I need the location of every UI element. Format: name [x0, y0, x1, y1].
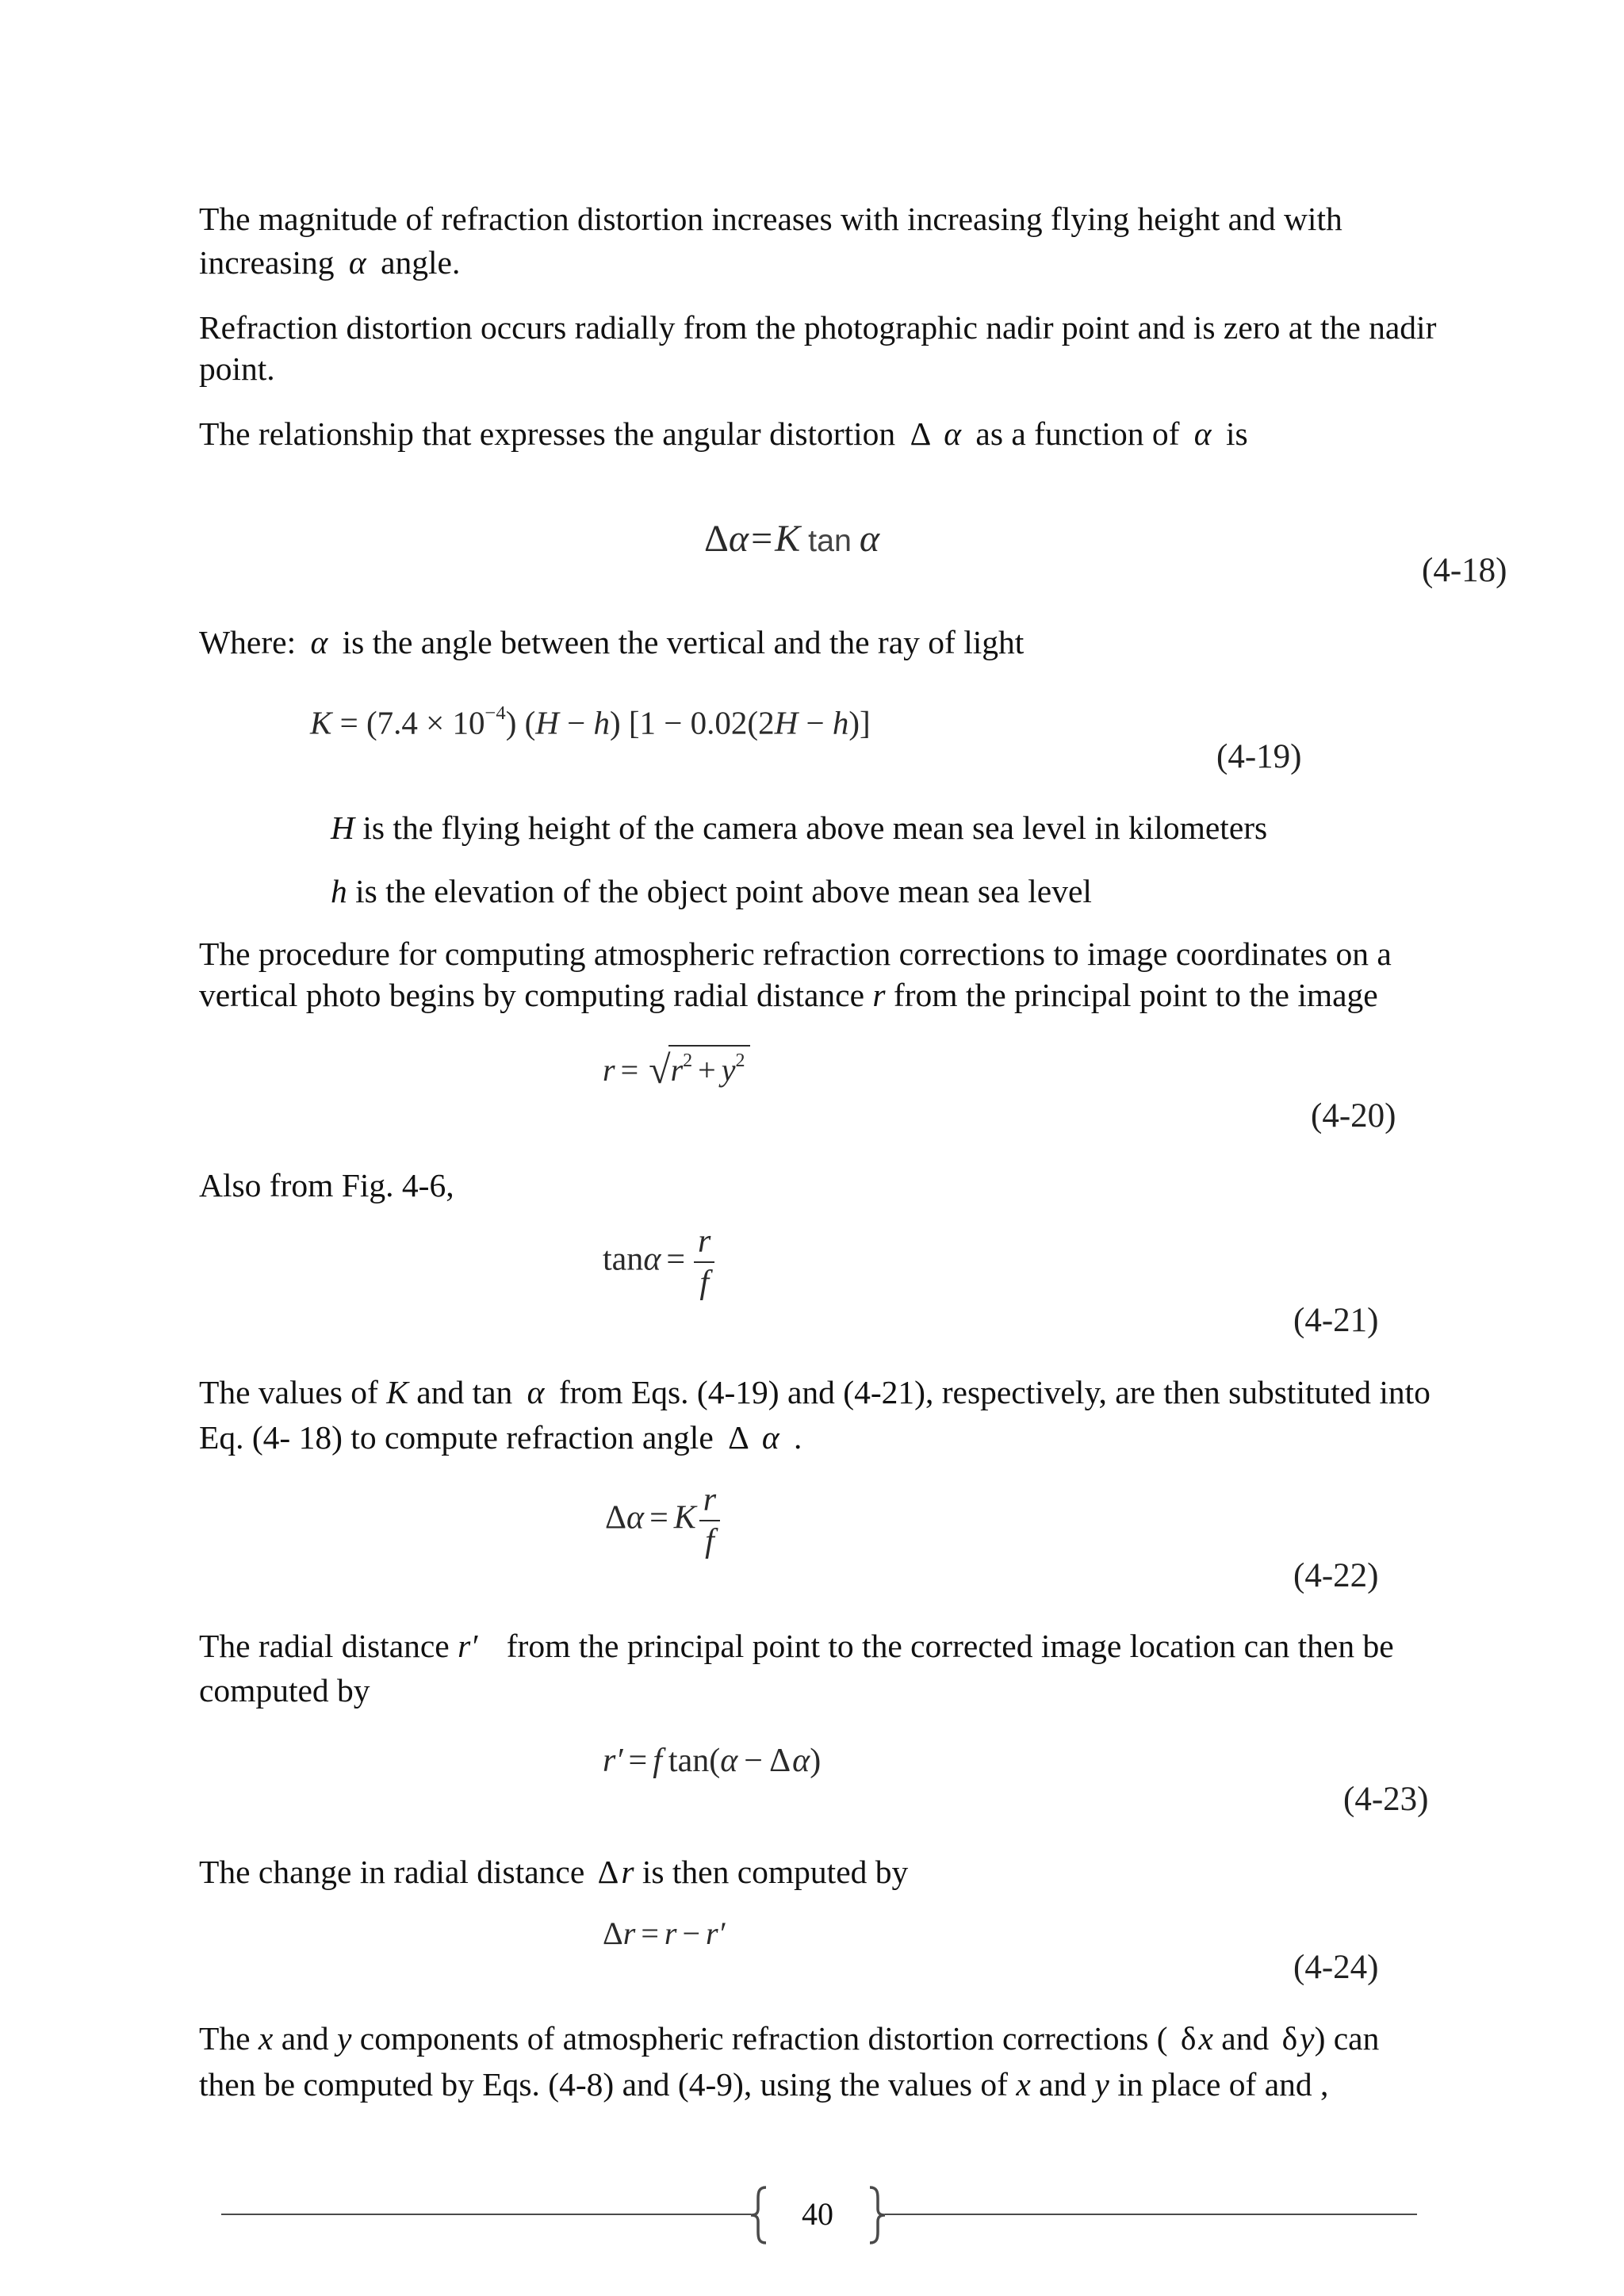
equation-4-24 — [603, 1894, 725, 1973]
fraction — [699, 1483, 720, 1559]
equation-body — [603, 1915, 726, 1951]
procedure-line-1 — [199, 932, 1392, 976]
math-symbol-alpha: α — [1193, 415, 1212, 452]
math-term: K — [310, 704, 332, 741]
math-term: H — [774, 704, 799, 741]
math-superscript: 2 — [735, 1050, 745, 1071]
left-brace-icon — [749, 2186, 769, 2244]
text-run: and tan — [408, 1374, 521, 1410]
equation-number: (4-20) — [1311, 1097, 1396, 1135]
math-term: f — [653, 1743, 662, 1779]
text-run: is the angle between the vertical and the ray of light — [334, 624, 1025, 660]
math-term: α — [626, 1499, 645, 1536]
equation-4-18 — [704, 499, 879, 579]
math-symbol-alpha: α — [761, 1419, 779, 1456]
math-symbol-delta: Δ — [910, 415, 932, 452]
math-term: ) ( — [505, 704, 536, 741]
components-line-1 — [199, 2016, 1379, 2061]
equation-number: (4-19) — [1216, 738, 1302, 775]
radial-distance-line-1 — [199, 1624, 1394, 1668]
equation-body — [704, 520, 879, 558]
math-operator: − Δ — [744, 1743, 791, 1779]
math-term: H — [535, 704, 559, 741]
text-run: increasing — [199, 244, 343, 281]
math-term: r — [603, 1052, 615, 1088]
text-run: vertical photo begins by computing radial distance — [199, 977, 873, 1013]
text-run: from the principal point to the image — [885, 977, 1378, 1013]
math-superscript: −4 — [485, 702, 506, 724]
math-term: h — [593, 704, 610, 741]
math-function: tan — [808, 523, 852, 558]
where-line — [199, 620, 1024, 664]
math-term: α — [720, 1743, 738, 1779]
equation-body — [310, 704, 871, 739]
math-symbol-alpha: α — [944, 415, 962, 452]
equation-4-22 — [605, 1481, 723, 1560]
paragraph-3-line-1 — [199, 411, 1248, 456]
math-term: r — [622, 1915, 636, 1951]
math-symbol-x: x — [1016, 2066, 1031, 2103]
radial-distance-line-2 — [199, 1668, 370, 1712]
text-run: Where: — [199, 624, 304, 660]
fraction-numerator: r — [694, 1224, 714, 1263]
math-symbol-y: y — [1300, 2020, 1315, 2057]
procedure-line-2 — [199, 973, 1378, 1017]
text-run: from the principal point to the corrected image location can then be — [498, 1628, 1394, 1664]
math-term: α — [792, 1743, 810, 1779]
text-run: and — [273, 2020, 337, 2057]
math-symbol-H: H — [331, 809, 354, 846]
math-operator: = — [620, 1052, 639, 1088]
math-symbol-y: y — [1094, 2066, 1109, 2103]
figure-reference-line — [199, 1163, 454, 1207]
definition-H-line — [331, 806, 1267, 850]
math-symbol-x: x — [258, 2020, 274, 2057]
math-symbol-small-delta: δ — [1281, 2020, 1298, 2057]
math-term: y — [721, 1052, 736, 1088]
text-run: The procedure for computing atmospheric refraction corrections to image coordinates on a — [199, 936, 1392, 972]
math-operator: + — [698, 1052, 716, 1088]
math-term: K — [775, 518, 801, 560]
math-term: Δ — [603, 1915, 623, 1951]
equation-4-20 — [603, 1027, 750, 1107]
text-run: angle. — [372, 244, 461, 281]
math-symbol-x: x — [1198, 2020, 1213, 2057]
radicand — [668, 1045, 750, 1088]
fraction-denominator: f — [705, 1523, 714, 1559]
equation-body — [603, 1224, 718, 1300]
right-brace-icon — [867, 2186, 887, 2244]
text-run: components of atmospheric refraction distortion corrections ( — [351, 2020, 1176, 2057]
equation-body — [605, 1483, 723, 1559]
footer-rule-left — [221, 2214, 751, 2215]
equation-number: (4-21) — [1293, 1302, 1379, 1339]
math-symbol-delta: Δ — [597, 1854, 619, 1890]
text-run: is then computed by — [634, 1854, 909, 1890]
math-symbol-delta: Δ — [728, 1419, 749, 1456]
math-term: h — [832, 704, 849, 741]
math-term: K — [673, 1499, 696, 1536]
text-run: The magnitude of refraction distortion increases with increasing flying height and with — [199, 201, 1342, 237]
equation-body — [603, 1045, 750, 1092]
math-symbol-r: r — [621, 1854, 634, 1890]
text-run: The radial distance — [199, 1628, 458, 1664]
math-operator: = — [628, 1743, 648, 1779]
text-run: . — [785, 1419, 802, 1456]
math-term: Δ — [605, 1499, 627, 1536]
math-symbol-small-delta: δ — [1180, 2020, 1197, 2057]
math-operator: = — [751, 518, 773, 560]
math-symbol-y: y — [337, 2020, 352, 2057]
math-symbol-r: r — [872, 977, 886, 1013]
text-run: as a function of — [967, 415, 1188, 452]
math-term: α — [643, 1241, 661, 1278]
text-run: in place of and , — [1109, 2066, 1329, 2103]
text-run: point. — [199, 350, 275, 387]
math-term: r′ — [603, 1743, 623, 1779]
math-operator: − — [558, 704, 594, 741]
text-run: is the elevation of the object point above mean sea level — [347, 873, 1092, 909]
math-term: = (7.4 × 10 — [331, 704, 485, 741]
equation-number: (4-23) — [1343, 1781, 1429, 1818]
text-run: from Eqs. (4-19) and (4-21), respectively, are then substituted into — [550, 1374, 1431, 1410]
math-term: r′ — [706, 1915, 726, 1951]
math-term: ) — [810, 1743, 822, 1779]
math-symbol-r-prime: r′ — [458, 1628, 478, 1664]
text-run: and — [1212, 2020, 1277, 2057]
fraction — [694, 1224, 714, 1300]
text-run: The — [199, 2020, 259, 2057]
footer-rule-right — [885, 2214, 1417, 2215]
math-term: )] — [848, 704, 871, 741]
math-operator: = — [641, 1915, 659, 1951]
text-run: Also from Fig. 4-6, — [199, 1167, 454, 1203]
math-function: tan — [603, 1241, 644, 1278]
math-symbol-K: K — [386, 1374, 408, 1410]
paragraph-2-line-2 — [199, 346, 275, 391]
math-operator: = — [666, 1241, 686, 1278]
text-run: ) can — [1314, 2020, 1380, 2057]
math-term: α — [859, 518, 880, 560]
equation-body — [603, 1744, 821, 1777]
math-term: r — [664, 1915, 677, 1951]
radial-change-line — [199, 1850, 908, 1894]
equation-4-23 — [603, 1721, 821, 1800]
radical-sign: √ — [649, 1047, 671, 1092]
text-run: Eq. (4- 18) to compute refraction angle — [199, 1419, 722, 1456]
paragraph-1-line-1 — [199, 197, 1342, 241]
math-operator: − — [798, 704, 833, 741]
fraction-denominator: f — [699, 1265, 710, 1301]
values-line-2 — [199, 1415, 802, 1460]
text-run: then be computed by Eqs. (4-8) and (4-9), using the values of — [199, 2066, 1017, 2103]
math-term: Δ — [704, 518, 729, 560]
equation-number: (4-24) — [1293, 1949, 1379, 1986]
definition-h-line — [331, 869, 1092, 913]
text-run: is — [1217, 415, 1248, 452]
fraction-numerator: r — [699, 1483, 720, 1521]
math-symbol-alpha: α — [310, 624, 328, 660]
text-run: The change in radial distance — [199, 1854, 593, 1890]
math-operator: = — [649, 1499, 668, 1536]
paragraph-2-line-1 — [199, 305, 1436, 350]
page-number: 40 — [802, 2196, 833, 2232]
math-term: ) [1 − 0.02(2 — [609, 704, 775, 741]
text-run: is the flying height of the camera above mean sea level in kilometers — [354, 809, 1268, 846]
math-term: α — [728, 518, 749, 560]
math-term: r — [670, 1052, 684, 1088]
text-run: The values of — [199, 1374, 387, 1410]
paragraph-1-line-2 — [199, 240, 460, 285]
text-run: and — [1030, 2066, 1095, 2103]
math-symbol-alpha: α — [348, 244, 366, 281]
math-symbol-h: h — [331, 873, 347, 909]
math-superscript: 2 — [683, 1050, 693, 1071]
components-line-2 — [199, 2062, 1328, 2107]
math-symbol-alpha: α — [527, 1374, 545, 1410]
equation-number: (4-22) — [1293, 1557, 1379, 1594]
equation-4-21 — [603, 1223, 718, 1302]
equation-number: (4-18) — [1422, 552, 1507, 589]
text-run: Refraction distortion occurs radially from the photographic nadir point and is zero at the nadir — [199, 309, 1437, 346]
text-run: computed by — [199, 1672, 370, 1709]
math-function: tan( — [668, 1743, 721, 1779]
math-operator: − — [682, 1915, 701, 1951]
text-run: The relationship that expresses the angular distortion — [199, 415, 904, 452]
equation-4-19 — [310, 682, 871, 761]
values-line-1 — [199, 1370, 1431, 1414]
